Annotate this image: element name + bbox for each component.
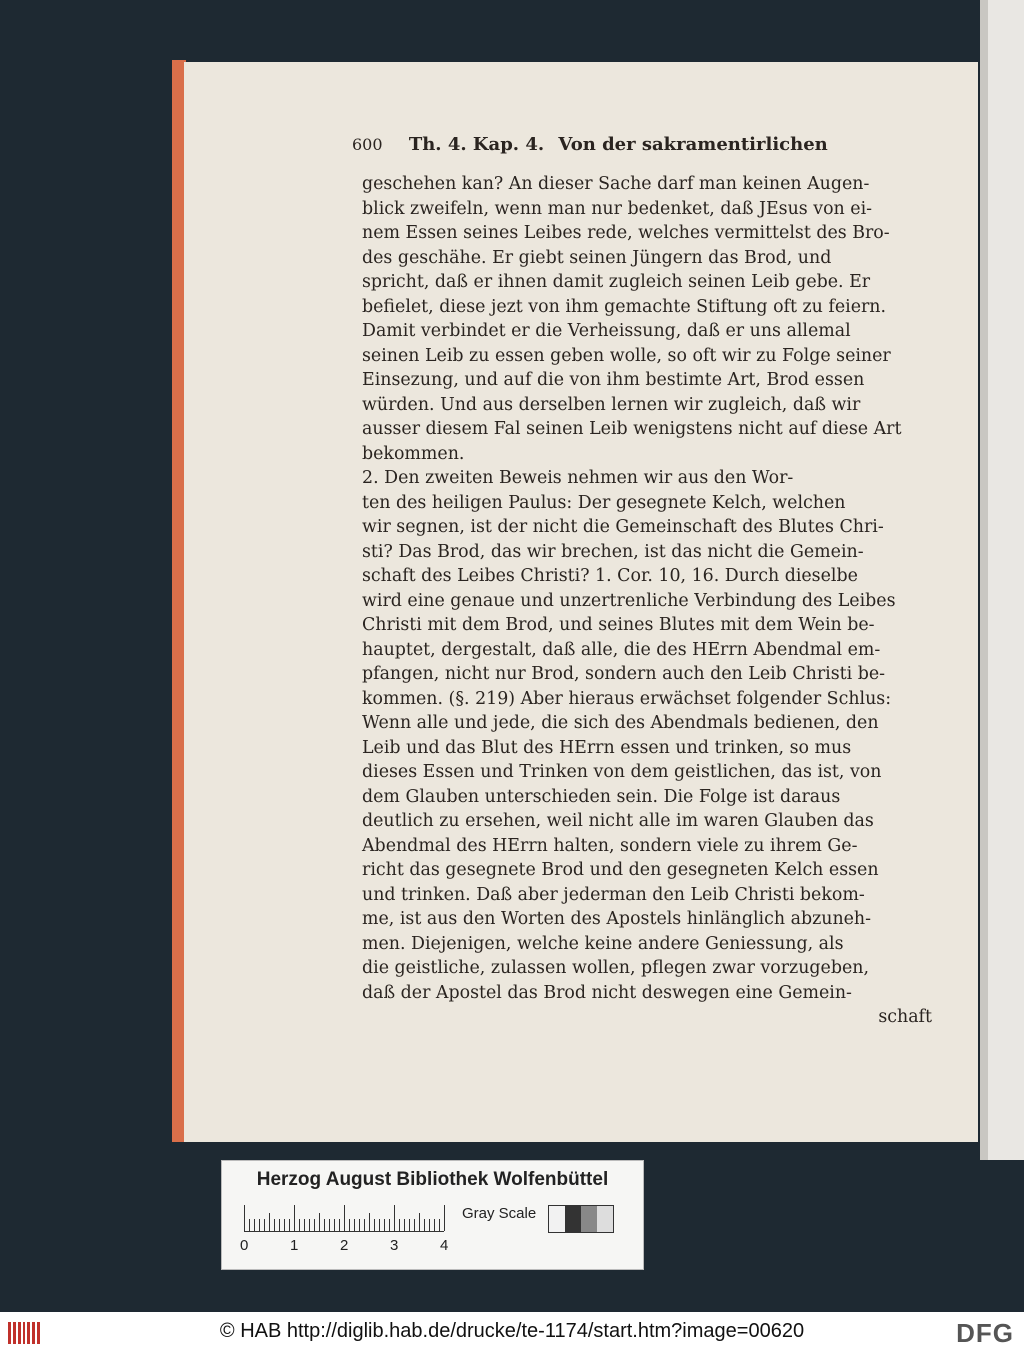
text-line: Wenn alle und jede, die sich des Abendmals bedienen, den — [362, 713, 879, 733]
dfg-logo: DFG — [956, 1318, 1014, 1348]
text-line: befielet, diese jezt von ihm gemachte Stiftung oft zu feiern. — [362, 296, 887, 317]
library-label — [221, 1160, 644, 1270]
gray-scale-swatch — [548, 1205, 614, 1233]
ruler-tick — [329, 1219, 330, 1231]
ruler-tick — [409, 1219, 410, 1231]
ruler-tick — [324, 1219, 325, 1231]
ruler-tick — [314, 1219, 315, 1231]
text-line: würden. Und aus derselben lernen wir zugleich, daß wir — [362, 394, 861, 415]
text-line: me, ist aus den Worten des Apostels hinlänglich abzuneh- — [362, 909, 872, 929]
catchword: schaft — [878, 1007, 932, 1027]
text-line: pfangen, nicht nur Brod, sondern auch den Leib Christi be- — [362, 664, 886, 684]
ruler-tick — [369, 1213, 370, 1231]
text-line: und trinken. Daß aber jederman den Leib Christi bekom- — [362, 884, 865, 905]
text-line: die geistliche, zulassen wollen, pflegen zwar vorzugeben, — [362, 958, 869, 978]
chapter-reference: Th. 4. Kap. 4. — [408, 134, 545, 155]
text-line: wir segnen, ist der nicht die Gemeinschaft des Blutes Chri- — [362, 517, 884, 537]
text-line: deutlich zu ersehen, weil nicht alle im waren Glauben das — [362, 811, 874, 831]
ruler-tick — [339, 1219, 340, 1231]
text-line: ausser diesem Fal seinen Leib wenigstens nicht auf diese Art — [362, 419, 902, 439]
text-line: daß der Apostel das Brod nicht deswegen eine Gemein- — [362, 982, 852, 1003]
ruler-tick — [399, 1219, 400, 1231]
ruler-number: 0 — [240, 1237, 249, 1254]
ruler-number: 4 — [440, 1237, 449, 1254]
ruler-tick — [309, 1219, 310, 1231]
text-line: sti? Das Brod, das wir brechen, ist das nicht die Gemein- — [362, 541, 864, 562]
ruler-tick — [394, 1205, 395, 1231]
ruler-tick — [444, 1205, 445, 1231]
ruler-tick — [274, 1219, 275, 1231]
text-line: Abendmal des HErrn halten, sondern viele zu ihrem Ge- — [362, 835, 858, 856]
gray-scale-label: Gray Scale — [462, 1205, 537, 1222]
ruler-tick — [364, 1219, 365, 1231]
text-line: blick zweifeln, wenn man nur bedenket, daß JEsus von ei- — [362, 198, 873, 219]
text-line: Damit verbindet er die Verheissung, daß er uns allemal — [362, 321, 851, 341]
text-line: Christi mit dem Brod, und seines Blutes mit dem Wein be- — [362, 615, 875, 635]
ruler-tick — [244, 1205, 245, 1231]
text-line: seinen Leib zu essen geben wolle, so oft wir zu Folge seiner — [362, 345, 891, 366]
text-line: des geschähe. Er giebt seinen Jüngern das Brod, und — [362, 247, 832, 268]
ruler-tick — [424, 1219, 425, 1231]
text-line: dieses Essen und Trinken von dem geistlichen, das ist, von — [362, 762, 882, 782]
ruler-tick — [254, 1219, 255, 1231]
library-title: Herzog August Bibliothek Wolfenbüttel — [256, 1169, 609, 1190]
ruler-tick — [434, 1219, 435, 1231]
ruler-number: 3 — [390, 1237, 399, 1254]
text-line: hauptet, dergestalt, daß alle, die des HErrn Abendmal em- — [362, 639, 881, 660]
ruler-number: 1 — [290, 1237, 299, 1254]
text-line: richt das gesegnete Brod und den gesegneten Kelch essen — [362, 860, 879, 880]
ruler-tick — [349, 1219, 350, 1231]
body-text — [362, 172, 932, 1030]
text-line: kommen. (§. 219) Aber hieraus erwächset folgender Schlus: — [362, 688, 892, 709]
text-line: schaft des Leibes Christi? 1. Cor. 10, 16. Durch dieselbe — [362, 566, 858, 586]
next-page-shadow — [980, 0, 988, 1160]
ruler-tick — [289, 1219, 290, 1231]
ruler-tick — [299, 1219, 300, 1231]
ruler-number: 2 — [340, 1237, 349, 1254]
ruler-tick — [334, 1219, 335, 1231]
text-line: Leib und das Blut des HErrn essen und trinken, so mus — [362, 737, 852, 758]
ruler-tick — [344, 1205, 345, 1231]
ruler-tick — [259, 1219, 260, 1231]
ruler-tick — [279, 1219, 280, 1231]
text-line: 2. Den zweiten Beweis nehmen wir aus den Wor- — [362, 468, 794, 488]
ruler-tick — [359, 1219, 360, 1231]
text-line: dem Glauben unterschieden sein. Die Folge ist daraus — [362, 786, 841, 807]
ruler-tick — [319, 1213, 320, 1231]
ruler-tick — [374, 1219, 375, 1231]
ruler-tick — [354, 1219, 355, 1231]
ruler-numbers — [240, 1237, 460, 1257]
copyright-url: © HAB http://diglib.hab.de/drucke/te-1174/start.htm?image=00620 — [219, 1320, 805, 1342]
text-line: spricht, daß er ihnen damit zugleich seinen Leib gebe. Er — [362, 272, 871, 292]
ruler-tick — [284, 1219, 285, 1231]
footer-bar — [0, 1312, 1024, 1352]
text-line: men. Diejenigen, welche keine andere Geniessung, als — [362, 933, 844, 954]
ruler-tick — [264, 1219, 265, 1231]
ruler-tick — [294, 1205, 295, 1231]
ruler-tick — [384, 1219, 385, 1231]
ruler-tick — [304, 1219, 305, 1231]
ruler-tick — [269, 1213, 270, 1231]
ruler-tick — [414, 1219, 415, 1231]
running-header — [352, 134, 852, 164]
ruler-tick — [249, 1219, 250, 1231]
ruler-tick — [439, 1219, 440, 1231]
ruler-tick — [419, 1213, 420, 1231]
book-page — [184, 62, 978, 1142]
text-line: nem Essen seines Leibes rede, welches vermittelst des Bro- — [362, 223, 890, 243]
text-line: wird eine genaue und unzertrenliche Verbindung des Leibes — [362, 590, 896, 611]
next-page-edge — [988, 0, 1024, 1160]
ruler-tick — [379, 1219, 380, 1231]
ruler-tick — [404, 1219, 405, 1231]
text-line: ten des heiligen Paulus: Der gesegnete Kelch, welchen — [362, 492, 846, 513]
text-line: Einsezung, und auf die von ihm bestimte Art, Brod essen — [362, 370, 865, 390]
ruler-tick — [389, 1219, 390, 1231]
scale-ruler — [244, 1205, 444, 1232]
running-title: Von der sakramentirlichen — [558, 134, 828, 155]
text-line: geschehen kan? An dieser Sache darf man keinen Augen- — [362, 174, 870, 194]
page-number: 600 — [352, 135, 383, 154]
ruler-tick — [429, 1219, 430, 1231]
text-line: bekommen. — [362, 443, 465, 464]
